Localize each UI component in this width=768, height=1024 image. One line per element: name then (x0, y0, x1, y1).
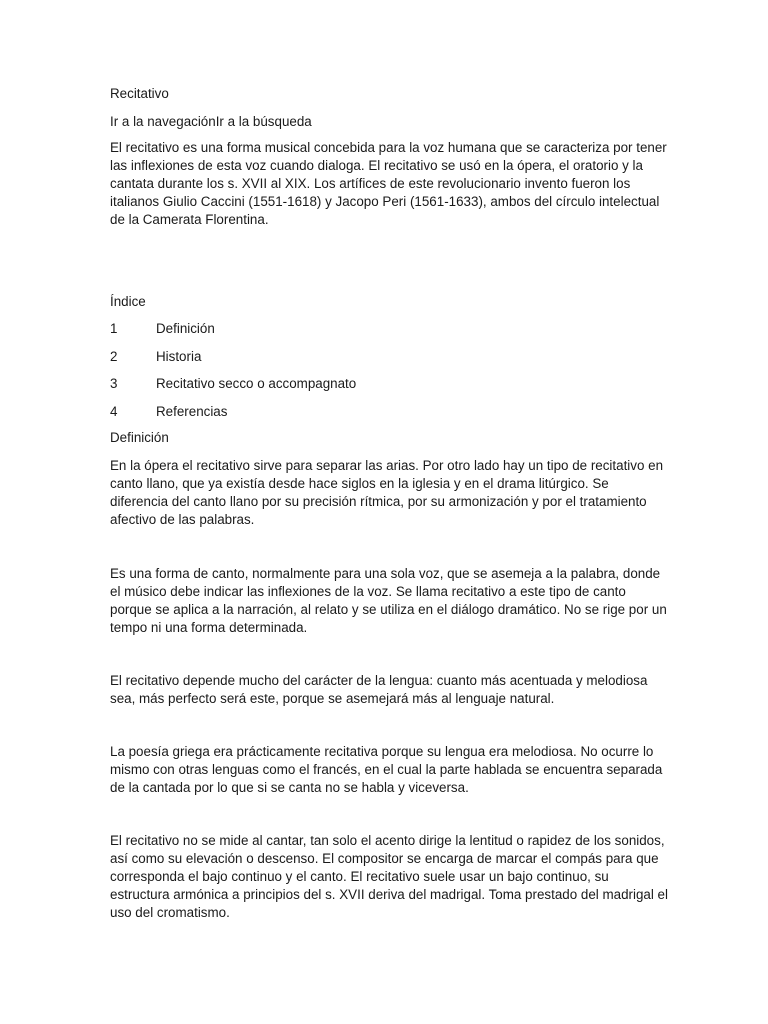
document-title: Recitativo (110, 86, 169, 101)
toc-item-label: Referencias (156, 404, 228, 419)
toc-item (110, 348, 670, 366)
toc-item (110, 403, 670, 421)
definition-heading: Definición (110, 430, 169, 445)
intro-paragraph: El recitativo es una forma musical concebida para la voz humana que se caracteriza por tener las inflexiones de esta voz cuando dialoga. El recitativo se usó en la ópera, el oratorio y la cantata durante los s. XVII al XIX. Los artífices de este revolucionario invento fueron los italianos Giulio Caccini (1551-1618) y Jacopo Peri (1561-1633), ambos del círculo intelectual de la Camerata Florentina. (110, 140, 667, 227)
toc-item-number: 4 (110, 404, 118, 419)
toc-item-number: 3 (110, 376, 118, 391)
toc-item-label: Historia (156, 349, 202, 364)
index-heading: Índice (110, 294, 146, 309)
body-paragraph: El recitativo depende mucho del carácter de la lengua: cuanto más acentuada y melodiosa sea, más perfecto será este, porque se asemejará más al lenguaje natural. (110, 673, 648, 706)
body-paragraph: La poesía griega era prácticamente recitativa porque su lengua era melodiosa. No ocurre lo mismo con otras lenguas como el francés, en el cual la parte hablada se encuentra separada de la cantada por lo que si se canta no se habla y viceversa. (110, 744, 663, 795)
toc-item-number: 2 (110, 349, 118, 364)
toc-item-number: 1 (110, 321, 118, 336)
toc-item (110, 320, 670, 338)
body-paragraph: El recitativo no se mide al cantar, tan solo el acento dirige la lentitud o rapidez de los sonidos, así como su elevación o descenso. El compositor se encarga de marcar el compás para que corresponda el bajo continuo y el canto. El recitativo suele usar un bajo continuo, su estructura armónica a principios del s. XVII deriva del madrigal. Toma prestado del madrigal el uso del cromatismo. (110, 833, 668, 920)
body-paragraph: En la ópera el recitativo sirve para separar las arias. Por otro lado hay un tipo de recitativo en canto llano, que ya existía desde hace siglos en la iglesia y en el drama litúrgico. Se diferencia del canto llano por su precisión rítmica, por su armonización y por el tratamiento afectivo de las palabras. (110, 458, 664, 527)
body-paragraph: Es una forma de canto, normalmente para una sola voz, que se asemeja a la palabra, donde el músico debe indicar las inflexiones de la voz. Se llama recitativo a este tipo de canto porque se aplica a la narración, al relato y se utiliza en el diálogo dramático. No se rige por un tempo ni una forma determinada. (110, 566, 667, 635)
navigation-links-text: Ir a la navegaciónIr a la búsqueda (110, 114, 312, 129)
toc-item-label: Definición (156, 321, 215, 336)
toc-item (110, 375, 670, 393)
toc-item-label: Recitativo secco o accompagnato (156, 376, 357, 391)
